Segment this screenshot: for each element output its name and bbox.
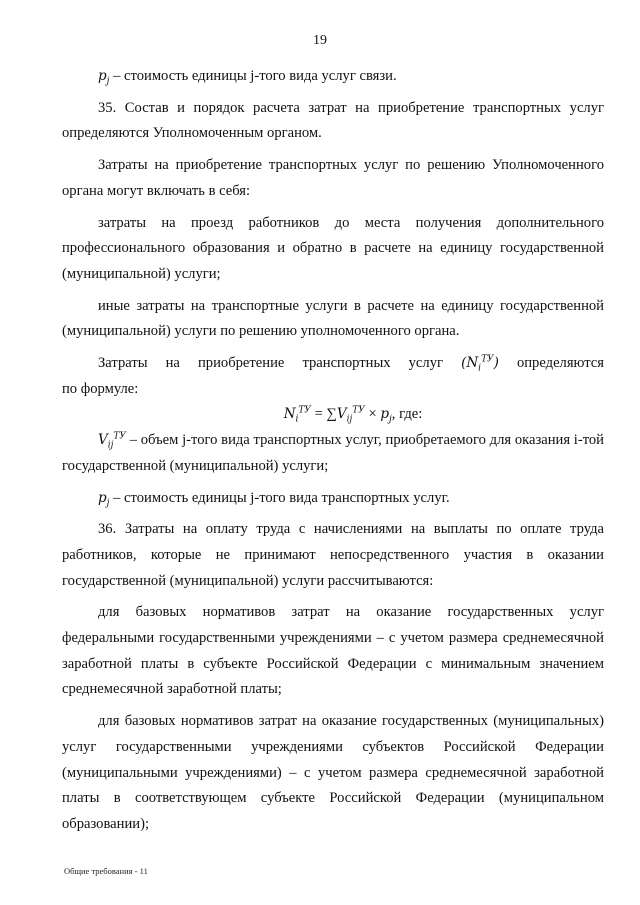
- footer-note: Общие требования - 11: [64, 866, 148, 876]
- math-v-ty: $V_{ij}^{ТУ}$: [98, 431, 126, 451]
- paragraph-pj-communication: $p_j$ – стоимость единицы j-того вида услуг связи.: [98, 68, 397, 87]
- paragraph-municipal-norms: для базовых нормативов затрат на оказание государственных (муниципальных) услуг государственными учреждениями субъектов Российской Федерации (муниципальными учреждениями) – с учетом размера среднемесячной заработной платы в соответствующем субъекте Российской Федерации (муниципальном образовании);: [62, 713, 604, 832]
- document-body: [62, 64, 604, 838]
- paragraph-travel-costs: затраты на проезд работников до места получения дополнительного профессионального образования и обратно в расчете на единицу государственной (муниципальной) услуги;: [62, 214, 604, 282]
- paragraph-other-costs: иные затраты на транспортные услуги в расчете на единицу государственной (муниципальной) услуги по решению уполномоченного органа.: [62, 297, 604, 340]
- paragraph-federal-norms: для базовых нормативов затрат на оказание государственных услуг федеральными государственными учреждениями – с учетом размера среднемесячной заработной платы в субъекте Российской Федерации с минимальным значением среднемесячной заработной платы;: [62, 604, 604, 698]
- paragraph-36: 36. Затраты на оплату труда с начислениями на выплаты по оплате труда работников, которые не принимают непосредственного участия в оказании государственной (муниципальной) услуги рассчитываются:: [62, 521, 604, 589]
- math-n-ty: $(N_i^{ТУ})$: [461, 354, 499, 374]
- formula: $N_i^{ТУ} = \sum V_{ij}^{ТУ} \times p_j$, где:: [283, 405, 423, 426]
- paragraph-35: 35. Состав и порядок расчета затрат на приобретение транспортных услуг определяются Уполномоченным органом.: [62, 99, 604, 142]
- paragraph-transport-costs: Затраты на приобретение транспортных услуг по решению Уполномоченного органа могут включать в себя:: [62, 157, 604, 199]
- paragraph-pj-transport: $p_j$ – стоимость единицы j-того вида транспортных услуг.: [98, 489, 450, 509]
- math-symbol-p: $p_j$: [98, 489, 110, 509]
- math-symbol-p: $p_j$: [98, 68, 110, 87]
- paragraph-formula-intro: Затраты на приобретение транспортных услуг $(N_i^{ТУ})$ определяются: [98, 354, 604, 374]
- paragraph-v-definition: $V_{ij}^{ТУ}$ – объем j-того вида транспортных услуг, приобретаемого для оказания i-той государственной (муниципальной) услуги;: [62, 431, 604, 474]
- page-number: 19: [313, 33, 327, 48]
- paragraph-formula-intro-line2: по формуле:: [62, 380, 139, 397]
